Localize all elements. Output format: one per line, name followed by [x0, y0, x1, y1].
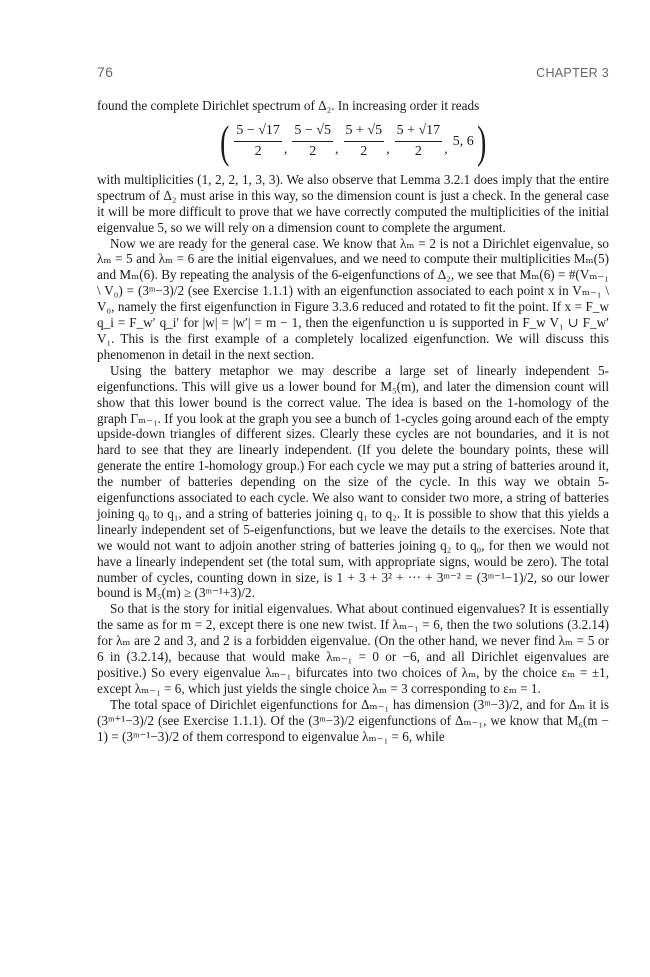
fraction-denominator: 2 [254, 144, 262, 160]
fraction-1 [234, 123, 282, 160]
open-paren: ( [220, 115, 230, 167]
page-number: 76 [97, 64, 114, 80]
comma: , [335, 141, 339, 157]
fraction-4 [395, 123, 443, 160]
chapter-label: CHAPTER 3 [536, 66, 609, 80]
paragraph-total-space: The total space of Dirichlet eigenfunctions for Δₘ₋₁ has dimension (3ᵐ−3)/2, and for Δₘ it is (3ᵐ⁺¹−3)/2 (see Exercise 1.1.1). Of the (3ᵐ−3)/2 eigenfunctions of Δₘ₋₁, we know that M₆(m − 1) = (3ᵐ⁻¹−3)/2 of them correspond to eigenvalue λₘ₋₁ = 6, while [97, 696, 609, 744]
fraction-numerator: 5 + √5 [344, 123, 385, 142]
fraction-denominator: 2 [414, 144, 422, 160]
fraction-numerator: 5 − √17 [234, 123, 282, 142]
paragraph-general-case: Now we are ready for the general case. We know that λₘ = 2 is not a Dirichlet eigenvalue, so λₘ = 5 and λₘ = 6 are the initial eigenvalues, and we need to compute their multiplicities Mₘ(5) and Mₘ(6). By repeating the analysis of the 6-eigenfunctions of Δ₂, we see that Mₘ(6) = #(Vₘ₋₁ \ V₀) = (3ᵐ−3)/2 (see Exercise 1.1.1) with an eigenfunction associated to each point x in Vₘ₋₁ \ V₀, namely the first eigenfunction in Figure 3.3.6 reduced and rotated to fit the point. If x = F_w q_i = F_w′ q_i′ for |w| = |w′| = m − 1, then the eigenfunction u is supported in F_w V₁ ∪ F_w′ V₁. This is the first example of a completely localized eigenfunction. We will discuss this phenomenon in detail in the next section. [97, 235, 609, 362]
paragraph-battery-metaphor: Using the battery metaphor we may describe a large set of linearly independent 5-eigenfunctions. This will give us a lower bound for M₅(m), and later the dimension count will show that this lower bound is the correct value. The idea is based on the 1-homology of the graph Γₘ₋₁. If you look at the graph you see a bunch of 1-cycles going around each of the empty upside-down triangles of different sizes. Clearly these cycles are not boundaries, and it is not hard to see that they are linearly independent. (If you delete the boundary points, these will generate the entire 1-homology group.) For each cycle we may put a string of batteries around it, the number of batteries depending on the size of the cycle. In this way we obtain 5-eigenfunctions associated to each cycle. We also want to consider two more, a string of batteries joining q₀ to q₁, and a string of batteries joining q₁ to q₂. It is possible to show that this yields a linearly independent set of 5-eigenfunctions, but we leave the details to the exercises. Note that we would not want to adjoin another string of batteries joining q₂ to q₀, for then we would not have a linearly independent set (the total sum, with appropriate signs, would be zero). The total number of cycles, counting down in size, is 1 + 3 + 3² + ··· + 3ᵐ⁻² = (3ᵐ⁻¹−1)/2, so our lower bound is M₅(m) ≥ (3ᵐ⁻¹+3)/2. [97, 362, 609, 601]
fraction-numerator: 5 + √17 [395, 123, 443, 142]
close-paren: ) [476, 115, 486, 167]
paragraph-multiplicities: with multiplicities (1, 2, 2, 1, 3, 3). We also observe that Lemma 3.2.1 does imply that the entire spectrum of Δ₂ must arise in this way, so the dimension count is just a check. In the general case it will be more difficult to prove that we have correctly computed the multiplicities of the initial eigenvalue 5, so we will rely on a dimension count to complete the argument. [97, 171, 609, 235]
comma: , [444, 141, 448, 157]
comma: , [386, 141, 390, 157]
fraction-denominator: 2 [360, 144, 368, 160]
paragraph-continued-eigenvalues: So that is the story for initial eigenvalues. What about continued eigenvalues? It is essentially the same as for m = 2, except there is one new twist. If λₘ₋₁ = 6, then the two solutions (3.2.14) for λₘ are 2 and 3, and 2 is a forbidden eigenvalue. (On the other hand, we never find λₘ = 5 or 6 in (3.2.14), because that would make λₘ₋₁ = 0 or −6, and all Dirichlet eigenvalues are positive.) So every eigenvalue λₘ₋₁ bifurcates into two choices of λₘ, by the choice εₘ = ±1, except λₘ₋₁ = 6, which just yields the single choice λₘ = 3 corresponding to εₘ = 1. [97, 601, 609, 696]
running-header [97, 64, 609, 80]
fraction-2 [292, 123, 333, 160]
equation-tail: 5, 6 [452, 133, 474, 149]
fraction-denominator: 2 [309, 144, 317, 160]
display-equation [97, 116, 609, 168]
book-page [97, 64, 609, 745]
fraction-3 [344, 123, 385, 160]
intro-line: found the complete Dirichlet spectrum of Δ₂. In increasing order it reads [97, 98, 480, 113]
comma: , [283, 141, 288, 157]
fraction-numerator: 5 − √5 [292, 123, 333, 142]
